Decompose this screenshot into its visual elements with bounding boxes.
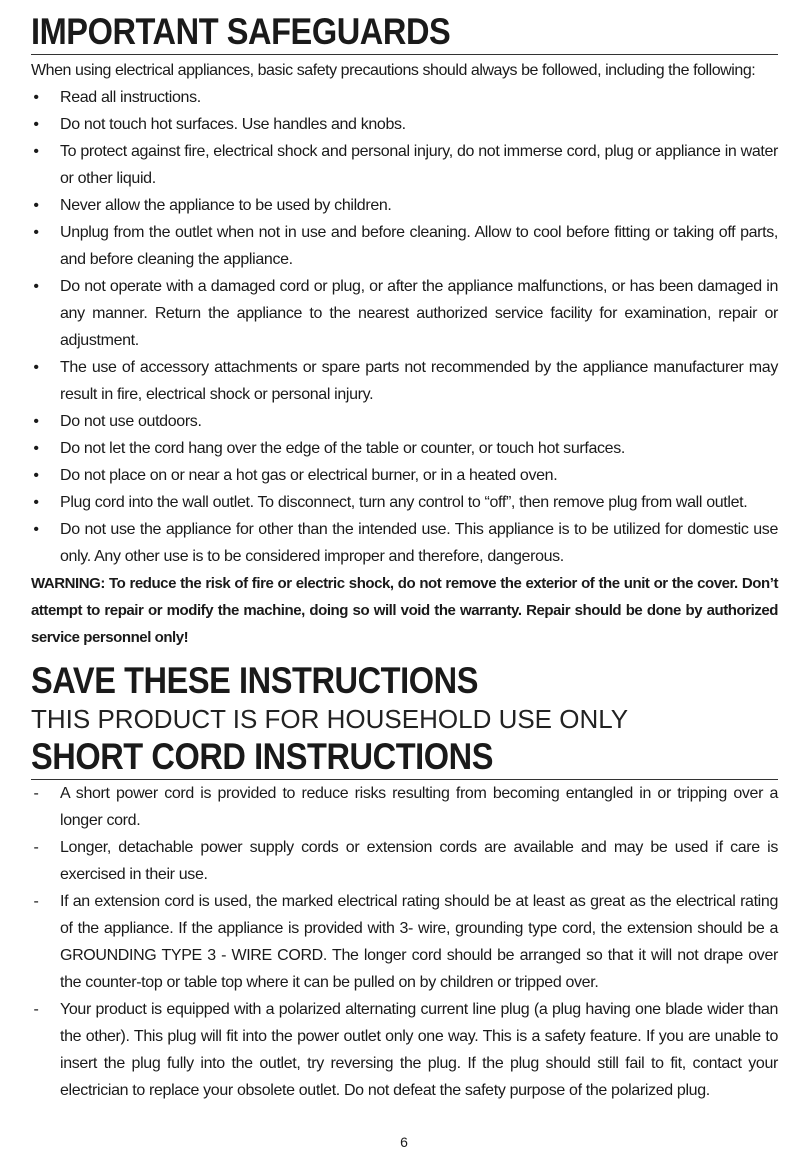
- list-item: [31, 489, 778, 516]
- list-item-text: To protect against fire, electrical shock and personal injury, do not immerse cord, plug or appliance in water or other liquid.: [60, 143, 778, 187]
- list-item: [31, 996, 778, 1104]
- list-item-text: The use of accessory attachments or spare parts not recommended by the appliance manufacturer may result in fire, electrical shock or personal injury.: [60, 359, 778, 403]
- list-item-text: Do not place on or near a hot gas or electrical burner, or in a heated oven.: [60, 467, 558, 484]
- dash-icon: -: [33, 1001, 39, 1018]
- safeguards-intro: When using electrical appliances, basic safety precautions should always be followed, including the following:: [31, 62, 756, 79]
- list-item: [31, 111, 778, 138]
- bullet-icon: •: [33, 224, 39, 241]
- list-item-text: Longer, detachable power supply cords or extension cords are available and may be used if care is exercised in their use.: [60, 839, 778, 883]
- list-item: [31, 138, 778, 192]
- list-item: [31, 462, 778, 489]
- bullet-icon: •: [33, 278, 39, 295]
- list-item: [31, 408, 778, 435]
- dash-icon: -: [33, 839, 39, 856]
- bullet-icon: •: [33, 116, 39, 133]
- section-title-short-cord: SHORT CORD INSTRUCTIONS: [31, 736, 493, 777]
- list-item-text: Unplug from the outlet when not in use and before cleaning. Allow to cool before fitting or taking off parts, and before cleaning the appliance.: [60, 224, 778, 268]
- list-item: [31, 84, 778, 111]
- section-title-important-safeguards: IMPORTANT SAFEGUARDS: [31, 11, 451, 52]
- warning-paragraph: WARNING: To reduce the risk of fire or electric shock, do not remove the exterior of the unit or the cover. Don’t attempt to repair or modify the machine, doing so will void the warranty. Repair should be done by authorized service personnel only!: [31, 575, 778, 646]
- bullet-icon: •: [33, 143, 39, 160]
- safeguards-list: [31, 84, 778, 570]
- bullet-icon: •: [33, 521, 39, 538]
- bullet-icon: •: [33, 413, 39, 430]
- section-title-save-instructions: SAVE THESE INSTRUCTIONS: [31, 660, 478, 701]
- list-item: [31, 192, 778, 219]
- list-item: [31, 834, 778, 888]
- bullet-icon: •: [33, 197, 39, 214]
- bullet-icon: •: [33, 494, 39, 511]
- list-item: [31, 516, 778, 570]
- title-rule: [31, 54, 778, 55]
- list-item: [31, 780, 778, 834]
- household-use-subtitle: THIS PRODUCT IS FOR HOUSEHOLD USE ONLY: [31, 704, 629, 734]
- list-item: [31, 354, 778, 408]
- list-item-text: If an extension cord is used, the marked electrical rating should be at least as great as the electrical rating of the appliance. If the appliance is provided with 3- wire, grounding type cord, the extension should be a GROUNDING TYPE 3 - WIRE CORD. The longer cord should be arranged so that it will not drape over the counter-top or table top where it can be pulled on by children or tripped over.: [60, 893, 778, 991]
- list-item: [31, 888, 778, 996]
- page-number: 6: [400, 1134, 408, 1150]
- bullet-icon: •: [33, 467, 39, 484]
- list-item: [31, 435, 778, 462]
- list-item: [31, 273, 778, 354]
- list-item-text: Your product is equipped with a polarized alternating current line plug (a plug having one blade wider than the other). This plug will fit into the power outlet only one way. This is a safety feature. If you are unable to insert the plug fully into the outlet, try reversing the plug. If the plug should still fail to fit, contact your electrician to replace your obsolete outlet. Do not defeat the safety purpose of the polarized plug.: [60, 1001, 778, 1099]
- list-item-text: Do not operate with a damaged cord or plug, or after the appliance malfunctions, or has been damaged in any manner. Return the appliance to the nearest authorized service facility for examination, repair or adjustment.: [60, 278, 778, 349]
- list-item: [31, 219, 778, 273]
- list-item-text: A short power cord is provided to reduce risks resulting from becoming entangled in or tripping over a longer cord.: [60, 785, 778, 829]
- dash-icon: -: [33, 893, 39, 910]
- list-item-text: Do not touch hot surfaces. Use handles and knobs.: [60, 116, 406, 133]
- bullet-icon: •: [33, 359, 39, 376]
- bullet-icon: •: [33, 89, 39, 106]
- list-item-text: Never allow the appliance to be used by children.: [60, 197, 392, 214]
- bullet-icon: •: [33, 440, 39, 457]
- list-item-text: Do not let the cord hang over the edge of the table or counter, or touch hot surfaces.: [60, 440, 625, 457]
- dash-icon: -: [33, 785, 39, 802]
- list-item-text: Plug cord into the wall outlet. To disconnect, turn any control to “off”, then remove plug from wall outlet.: [60, 494, 748, 511]
- list-item-text: Do not use outdoors.: [60, 413, 202, 430]
- list-item-text: Read all instructions.: [60, 89, 201, 106]
- list-item-text: Do not use the appliance for other than the intended use. This appliance is to be utilized for domestic use only. Any other use is to be considered improper and therefore, dangerous.: [60, 521, 778, 565]
- short-cord-list: [31, 780, 778, 1104]
